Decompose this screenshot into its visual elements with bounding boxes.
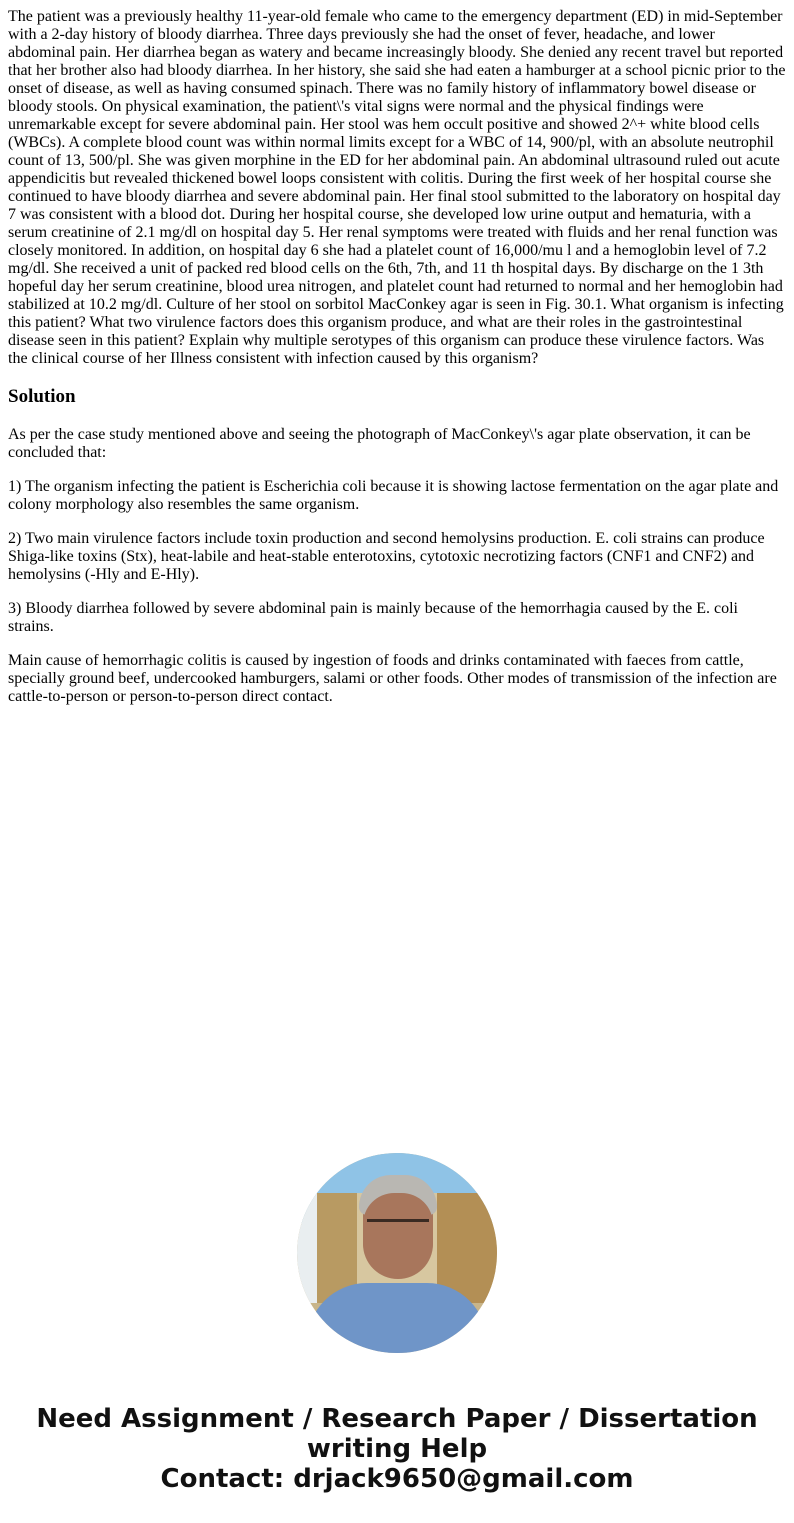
footer-contact-email: Contact: drjack9650@gmail.com <box>160 1464 634 1494</box>
solution-conclusion: Main cause of hemorrhagic colitis is caused by ingestion of foods and drinks contaminated with faeces from cattle, specially ground beef, undercooked hamburgers, salami or other foods. Other modes of transmission of the infection are cattle-to-person or person-to-person direct contact. <box>8 652 777 705</box>
avatar-shirt <box>307 1283 487 1353</box>
author-avatar <box>297 1153 497 1353</box>
solution-heading: Solution <box>8 386 76 407</box>
solution-point-2: 2) Two main virulence factors include toxin production and second hemolysins production. E. coli strains can produce Shiga-like toxins (Stx), heat-labile and heat-stable enterotoxins, cytotoxic necrotizing factors (CNF1 and CNF2) and hemolysins (-Hly and E-Hly). <box>8 530 765 583</box>
footer-help-text: Need Assignment / Research Paper / Dissertation writing Help <box>36 1404 758 1464</box>
question-paragraph: The patient was a previously healthy 11-year-old female who came to the emergency department (ED) in mid-September with a 2-day history of bloody diarrhea. Three days previously she had the onset of fever, headache, and lower abdominal pain. Her diarrhea began as watery and became increasingly bloody. She denied any recent travel but reported that her brother also had bloody diarrhea. In her history, she said she had eaten a hamburger at a school picnic prior to the onset of disease, as well as having consumed spinach. There was no family history of inflammatory bowel disease or bloody stools. On physical examination, the patient\'s vital signs were normal and the physical findings were unremarkable except for severe abdominal pain. Her stool was hem occult positive and showed 2^+ white blood cells (WBCs). A complete blood count was within normal limits except for a WBC of 14, 900/pl, with an absolute neutrophil count of 13, 500/pl. She was given morphine in the ED for her abdominal pain. An abdominal ultrasound ruled out acute appendicitis but revealed thickened bowel loops consistent with colitis. During the first week of her hospital course she continued to have bloody diarrhea and severe abdominal pain. Her final stool submitted to the laboratory on hospital day 7 was consistent with a blood dot. During her hospital course, she developed low urine output and hematuria, with a serum creatinine of 2.1 mg/dl on hospital day 5. Her renal symptoms were treated with fluids and her renal function was closely monitored. In addition, on hospital day 6 she had a platelet count of 16,000/mu l and a hemoglobin level of 7.2 mg/dl. She received a unit of packed red blood cells on the 6th, 7th, and 11 th hospital days. By discharge on the 1 3th hopeful day her serum creatinine, blood urea nitrogen, and platelet count had returned to normal and her hemoglobin had stabilized at 10.2 mg/dl. Culture of her stool on sorbitol MacConkey agar is seen in Fig. 30.1. What organism is infecting this patient? What two virulence factors does this organism produce, and what are their roles in the gastrointestinal disease seen in this patient? Explain why multiple serotypes of this organism can produce these virulence factors. Was the clinical course of her Illness consistent with infection caused by this organism? <box>8 8 786 367</box>
solution-intro: As per the case study mentioned above and seeing the photograph of MacConkey\'s agar plate observation, it can be concluded that: <box>8 426 751 461</box>
contact-footer <box>0 1404 794 1494</box>
solution-point-3: 3) Bloody diarrhea followed by severe abdominal pain is mainly because of the hemorrhagia caused by the E. coli strains. <box>8 600 738 635</box>
solution-point-1: 1) The organism infecting the patient is Escherichia coli because it is showing lactose fermentation on the agar plate and colony morphology also resembles the same organism. <box>8 478 779 513</box>
document-body <box>0 0 794 706</box>
avatar-glasses <box>367 1219 429 1238</box>
